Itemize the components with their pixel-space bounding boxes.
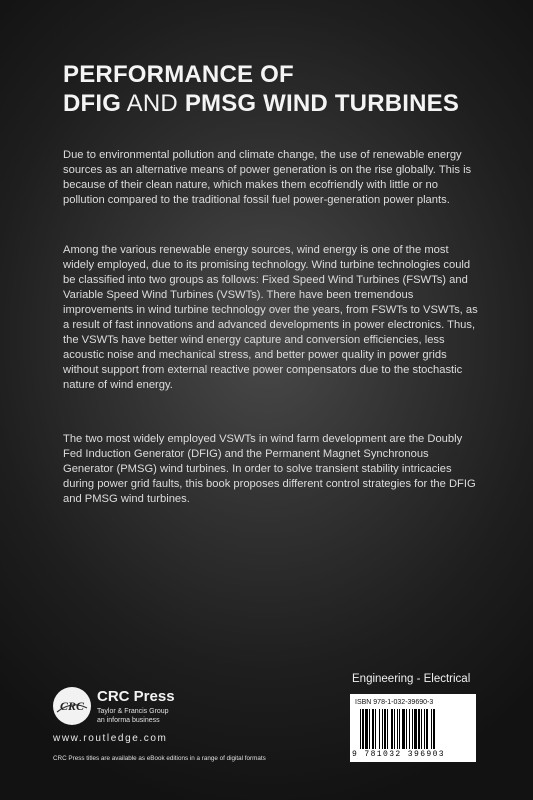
blurb-paragraph-2: Among the various renewable energy sources, wind energy is one of the most widely employed, due to its promising technology. Wind turbine technologies could be classified into two groups as follows: Fixed Speed Wind Turbines (FSWTs) and Variable Speed Wind Turbines (VSWTs). There have been tremendous improvements in wind turbine technology over the years, from FSWTs to VSWTs, as a result of fast innovations and advanced developments in power electronics. Thus, the VSWTs have better wind energy capture and conversion efficiencies, less acoustic noise and mechanical stress, and better power quality in power grids without support from external reactive power compensators due to the stochastic nature of wind energy.	[63, 244, 478, 391]
publisher-group: Taylor & Francis Group	[97, 708, 169, 715]
barcode-bar	[365, 709, 368, 749]
barcode-bar	[424, 709, 425, 749]
barcode-bar	[360, 709, 361, 749]
barcode-bar	[433, 709, 435, 749]
barcode-number: 9 781032 396903	[352, 750, 446, 759]
barcode-bar	[431, 709, 432, 749]
barcode-bar	[382, 709, 383, 749]
barcode-bar	[402, 709, 405, 749]
barcode-bar	[418, 709, 420, 749]
isbn-text: ISBN 978-1-032-39690-3	[355, 699, 434, 706]
barcode-bar	[397, 709, 398, 749]
publisher-tagline: an informa business	[97, 717, 160, 724]
barcode-bar	[372, 709, 374, 749]
blurb-paragraph-1: Due to environmental pollution and climate change, the use of renewable energy sources as an alternative means of power generation is on the rise globally. This is because of their clean nature, which makes them ecofriendly with little or no pollution compared to the traditional fossil fuel power-generation power plants.	[63, 149, 472, 206]
barcode-bar	[369, 709, 370, 749]
barcode-bar	[394, 709, 395, 749]
barcode-bar	[406, 709, 407, 749]
publisher-name: CRC Press	[97, 688, 175, 705]
blurb-paragraph-3: The two most widely employed VSWTs in wind farm development are the Doubly Fed Induction Generator (DFIG) and the Permanent Magnet Synchronous Generator (PMSG) wind turbines. In order to solve transient stability intricacies during power grid faults, this book proposes different control strategies for the DFIG and PMSG wind turbines.	[63, 433, 476, 505]
barcode-bar	[409, 709, 410, 749]
publisher-website[interactable]: www.routledge.com	[53, 733, 168, 744]
barcode-bar	[414, 709, 417, 749]
title-dfig: DFIG	[63, 90, 122, 117]
isbn-barcode	[350, 694, 476, 762]
barcode-bar	[412, 709, 413, 749]
barcode-bar	[362, 709, 364, 749]
barcode-bar	[421, 709, 422, 749]
book-title	[63, 60, 503, 118]
barcode-bar	[384, 709, 386, 749]
subject-category: Engineering - Electrical	[352, 673, 471, 685]
ebook-note: CRC Press titles are available as eBook editions in a range of digital formats	[53, 755, 266, 762]
barcode-bars	[360, 709, 466, 749]
title-pmsg: PMSG WIND TURBINES	[184, 90, 460, 117]
barcode-bar	[375, 709, 376, 749]
barcode-bar	[387, 709, 388, 749]
barcode-bar	[391, 709, 393, 749]
crc-logo-text: CRC	[59, 699, 85, 713]
barcode-bar	[426, 709, 428, 749]
crc-press-logo	[52, 686, 92, 726]
title-and: AND	[121, 90, 185, 117]
barcode-bar	[399, 709, 400, 749]
title-line-1: PERFORMANCE OF	[63, 61, 294, 88]
barcode-bar	[379, 709, 380, 749]
